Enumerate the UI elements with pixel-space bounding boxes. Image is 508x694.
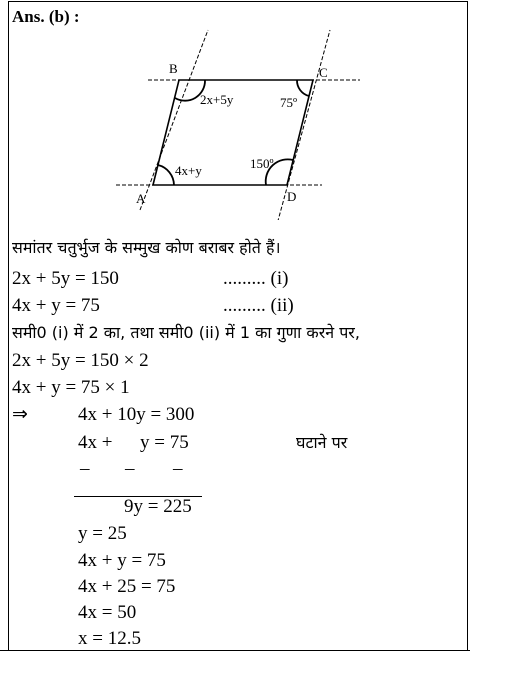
equation-2: 4x + y = 75 — [12, 295, 100, 316]
multiplied-equation-2: 4x + y = 75 × 1 — [12, 377, 130, 398]
minus-sign: – — [173, 458, 183, 479]
vertex-label-c: C — [319, 65, 328, 80]
statement-line: समांतर चतुर्भुज के सम्मुख कोण बराबर होते हैं। — [12, 238, 281, 257]
subtraction-row-1: 4x + 10y = 300 — [78, 404, 195, 425]
step-line: 4x + 25 = 75 — [78, 576, 176, 597]
implies-symbol: ⇒ — [12, 404, 28, 425]
angle-label-d: 150º — [250, 156, 274, 171]
minus-sign: – — [125, 458, 135, 479]
subtraction-result: 9y = 225 — [124, 496, 192, 517]
step-line: x = 12.5 — [78, 628, 141, 649]
vertex-label-a: A — [136, 191, 146, 206]
answer-label: Ans. (b) : — [12, 7, 80, 26]
step-line: 4x = 50 — [78, 602, 137, 623]
angle-arc-c — [297, 80, 309, 96]
parallelogram-diagram — [0, 0, 508, 220]
bottom-rule — [0, 650, 470, 651]
equation-1: 2x + 5y = 150 — [12, 268, 119, 289]
subtraction-row-2-left: 4x + — [78, 432, 113, 453]
step-line: y = 25 — [78, 523, 127, 544]
line-dc — [276, 30, 330, 220]
minus-sign: – — [80, 458, 90, 479]
vertex-label-b: B — [169, 61, 178, 76]
equation-1-tag: ......... (i) — [223, 268, 289, 289]
angle-label-a: 4x+y — [175, 163, 202, 178]
angle-arc-a — [158, 165, 174, 185]
step-line: 4x + y = 75 — [78, 550, 166, 571]
angle-label-b: 2x+5y — [200, 92, 234, 107]
subtraction-row-2-right: y = 75 — [140, 432, 189, 453]
subtract-note: घटाने पर — [296, 433, 348, 452]
angle-label-c: 75º — [280, 95, 298, 110]
equation-2-tag: ......... (ii) — [223, 295, 294, 316]
instruction-line: समी0 (i) में 2 का, तथा समी0 (ii) में 1 का गुणा करने पर, — [12, 323, 360, 342]
multiplied-equation-1: 2x + 5y = 150 × 2 — [12, 350, 149, 371]
vertex-label-d: D — [287, 189, 297, 204]
